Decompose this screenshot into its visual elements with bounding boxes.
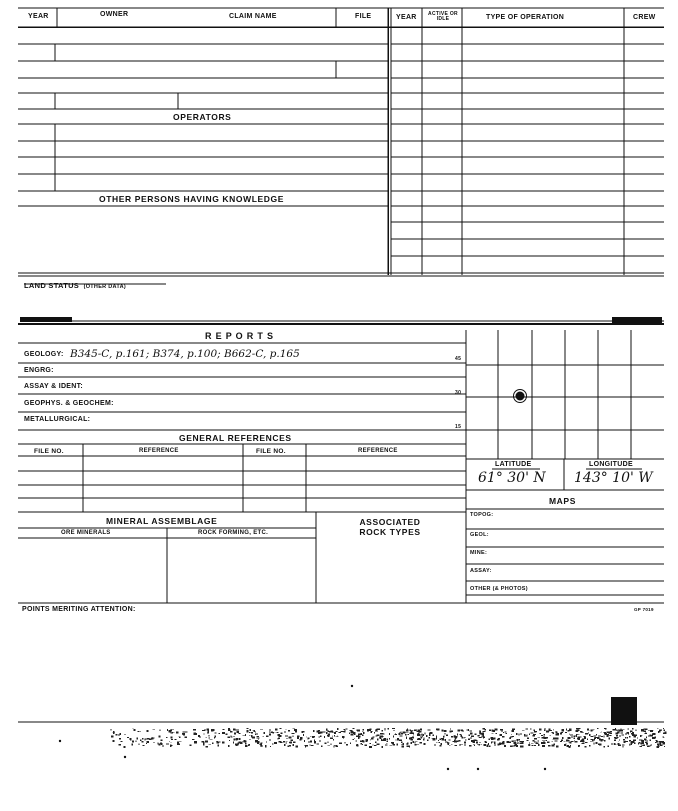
reports-title: R E P O R T S: [205, 331, 274, 341]
longitude-value: 143° 10' W: [574, 470, 653, 486]
assay-ident-label: ASSAY & IDENT:: [24, 383, 84, 390]
associated-rock-types: ASSOCIATED ROCK TYPES: [359, 517, 421, 537]
margin-15: 15: [455, 424, 462, 430]
maps-topog: TOPOG:: [470, 512, 494, 518]
maps-assay: ASSAY:: [470, 568, 492, 574]
operators-label: OPERATORS: [173, 112, 232, 122]
general-references-title: GENERAL REFERENCES: [179, 433, 292, 443]
latitude-value: 61° 30' N: [478, 470, 546, 486]
geology-label: GEOLOGY:: [24, 351, 64, 358]
header-year-2: YEAR: [396, 14, 417, 21]
ref-file-no-1: FILE NO.: [34, 448, 64, 455]
margin-45: 45: [455, 356, 462, 362]
land-status-sub: (OTHER DATA): [83, 284, 127, 290]
ref-file-no-2: FILE NO.: [256, 448, 286, 455]
land-status-label: LAND STATUS: [24, 281, 80, 290]
ref-reference-1: REFERENCE: [139, 448, 179, 454]
header-type-of-operation: TYPE OF OPERATION: [486, 14, 565, 21]
other-persons-label: OTHER PERSONS HAVING KNOWLEDGE: [99, 194, 285, 204]
header-active-or-idle: ACTIVE OR IDLE: [428, 11, 458, 22]
geophys-label: GEOPHYS. & GEOCHEM:: [24, 400, 114, 407]
maps-mine: MINE:: [470, 550, 488, 556]
header-crew: CREW: [633, 14, 656, 21]
maps-other: OTHER (& PHOTOS): [470, 586, 528, 592]
header-owner: OWNER: [100, 11, 129, 18]
maps-geol: GEOL:: [470, 532, 489, 538]
header-claim-name: CLAIM NAME: [229, 13, 277, 20]
header-year: YEAR: [28, 13, 49, 20]
rock-forming-label: ROCK FORMING, ETC.: [198, 530, 269, 536]
longitude-label: LONGITUDE: [589, 461, 633, 468]
header-file: FILE: [355, 13, 372, 20]
ore-minerals-label: ORE MINERALS: [61, 530, 111, 536]
latitude-label: LATITUDE: [495, 461, 532, 468]
land-status: [24, 275, 126, 293]
margin-30: 30: [455, 390, 462, 396]
points-meriting-attention: POINTS MERITING ATTENTION:: [22, 606, 136, 613]
maps-title: MAPS: [549, 496, 576, 506]
engrg-label: ENGRG:: [24, 367, 54, 374]
metallurgical-label: METALLURGICAL:: [24, 416, 91, 423]
ref-reference-2: REFERENCE: [358, 448, 398, 454]
geology-value: B345-C, p.161; B374, p.100; B662-C, p.165: [70, 348, 300, 360]
mineral-assemblage-title: MINERAL ASSEMBLAGE: [106, 516, 218, 526]
form-code: GP 7019: [634, 607, 654, 612]
